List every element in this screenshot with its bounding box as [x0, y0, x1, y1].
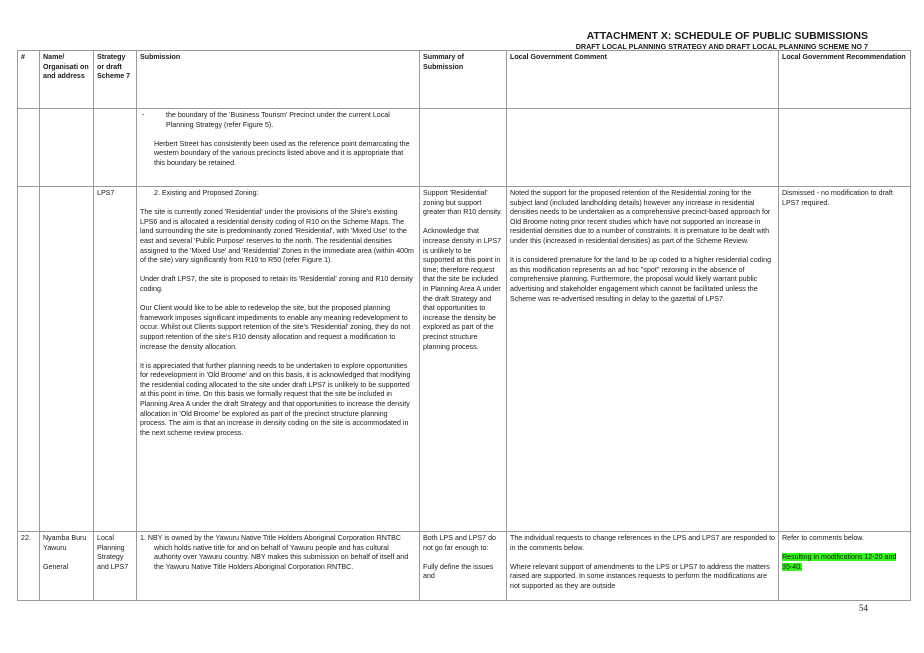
cell-name [40, 109, 94, 187]
col-header-recommendation: Local Government Recommendation [779, 51, 911, 109]
table-header-row [18, 51, 911, 109]
summary-text: Support 'Residential' zoning but support greater than R10 density. [423, 189, 503, 217]
submission-text: Under draft LPS7, the site is proposed to retain its 'Residential' zoning and R10 density coding. [140, 275, 413, 293]
submission-text: Herbert Street has consistently been used as the reference point demarcating the western boundary of the various precincts listed above and it is appropriate that this boundary be retained. [154, 139, 410, 167]
summary-text: Fully define the issues and [423, 562, 494, 581]
cell-strategy: Local Planning Strategy and LPS7 [94, 532, 137, 601]
comment-text: Noted the support for the proposed retention of the Residential zoning for the subject land (included landholding details) however any increase in residential densities needs to be undertaken as a comprehensive precinct-based approach for Old Broome noting prior recent studies which have not supported an increase in residential densities due to a number of constraints. It is premature to be dealt with under this (increased in residential densities) as part of the Scheme Review. [510, 189, 771, 245]
col-header-summary: Summary of Submission [420, 51, 507, 109]
submissions-table [17, 50, 911, 601]
cell-name [40, 187, 94, 532]
bullet-dash: - [142, 111, 145, 119]
col-header-strategy: Strategy or draft Scheme 7 [94, 51, 137, 109]
submission-text: It is appreciated that further planning needs to be undertaken to explore opportunities for redevelopment in 'Old Broome' and on this basis, it is acknowledged that modifying the residential coding allocated to the site under draft LPS7 is unlikely to be supported at this point in time. On this basis we formally request that the site be included in Planning Area A under the draft Strategy and that opportunities to increase the density allocation in 'Old Broome' be explored as part of the precinct structure planning process. The aim is that an increase in density coding on the site is accommodated in the next scheme review process. [140, 361, 411, 437]
cell-summary [420, 109, 507, 187]
submission-bullet-item [140, 111, 416, 130]
cell-summary [420, 532, 507, 601]
submission-text: the boundary of the 'Business Tourism' Precinct under the current Local Planning Strategy (refer Figure 5). [166, 111, 390, 129]
submission-text: 1. NBY is owned by the Yawuru Native Title Holders Aboriginal Corporation RNTBC which holds native title for and on behalf of Yawuru people and has cultural authority over Yawuru country. NBY makes this submission on behalf of itself and the Yawuru Native Title Holders Aboriginal Corporation RNTBC. [140, 534, 409, 571]
submitter-name: Nyamba Buru Yawuru [43, 534, 87, 552]
table-row [18, 532, 911, 601]
cell-strategy [94, 109, 137, 187]
cell-comment [507, 532, 779, 601]
col-header-name: Name/ Organisati on and address [40, 51, 94, 109]
table-row [18, 109, 911, 187]
cell-name [40, 532, 94, 601]
page-number: 54 [859, 603, 868, 613]
submission-heading: 2. Existing and Proposed Zoning: [154, 189, 259, 197]
cell-submission [137, 109, 420, 187]
cell-number [18, 187, 40, 532]
cell-summary [420, 187, 507, 532]
highlighted-recommendation: Resulting in modifications 12-20 and 35-40. [782, 553, 897, 571]
comment-text: Where relevant support of amendments to the LPS or LPS7 to address the matters raised are supported. In some instances requests to perform the modifications are not supported as they are outside [510, 562, 770, 590]
submitter-category: General [43, 562, 69, 571]
cell-strategy: LPS7 [94, 187, 137, 532]
cell-comment [507, 109, 779, 187]
cell-recommendation [779, 109, 911, 187]
cell-number [18, 109, 40, 187]
cell-submission [137, 187, 420, 532]
document-subtitle: DRAFT LOCAL PLANNING STRATEGY AND DRAFT LOCAL PLANNING SCHEME NO 7 [575, 42, 868, 51]
recommendation-text: Refer to comments below. [782, 534, 865, 542]
cell-recommendation [779, 532, 911, 601]
col-header-submission: Submission [137, 51, 420, 109]
table-row [18, 187, 911, 532]
col-header-comment: Local Government Comment [507, 51, 779, 109]
summary-text: Both LPS and LPS7 do not go far enough to: [423, 534, 496, 552]
col-header-number: # [18, 51, 40, 109]
document-title: ATTACHMENT X: SCHEDULE OF PUBLIC SUBMISSIONS [586, 30, 868, 42]
submission-text: The site is currently zoned 'Residential' under the provisions of the Shire's existing LPS6 and is allocated a residential density coding of R10 on the Scheme Maps. The land surrounding the site is predominantly zoned 'Residential', with 'Mixed Use' to the east and several 'Public Purpose' reserves to the north. The residential densities assigned to the 'Mixed Use' and 'Residential' Zones in the immediate area (within 400m of the site) vary significantly from R10 to R50 (refer Figure 1). [140, 208, 414, 265]
cell-submission [137, 532, 420, 601]
comment-text: It is considered premature for the land to be up coded to a higher residential coding as this modification represents an ad hoc "spot" rezoning in the absence of comprehensive planning. Furthermore, the proposal would likely warrant public advertising and stakeholder engagement which cannot be facilitated unless the Scheme was re-advertised resulting in delay to the gazettal of LPS7. [510, 256, 772, 303]
summary-text: Acknowledge that increase density in LPS7 is unlikely to be supported at this point in time; therefore request that the site be included in Planning Area A under the draft Strategy and that opportunities to increase the density be explored as part of the precinct structure planning process. [423, 227, 502, 351]
submission-text: Our Client would like to be able to redevelop the site, but the proposed planning framework imposes significant impediments to enable any meaning redevelopment to occur. Whilst out Clients support retention of the site's 'Residential' zoning, they do not support retention of the site's R10 density allocation and request a modification to increase the density allocation. [140, 304, 411, 351]
cell-number: 22. [18, 532, 40, 601]
cell-comment [507, 187, 779, 532]
comment-text: The individual requests to change references in the LPS and LPS7 are responded to in the comments below. [510, 534, 776, 552]
cell-recommendation: Dismissed - no modification to draft LPS7 required. [779, 187, 911, 532]
